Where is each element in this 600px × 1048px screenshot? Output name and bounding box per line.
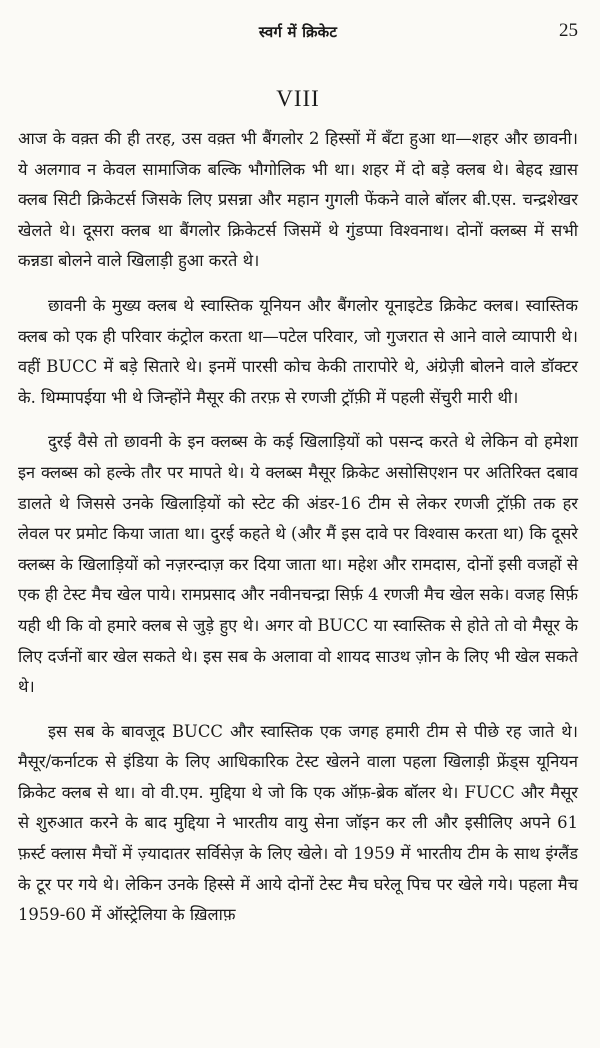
chapter-heading: VIII (276, 86, 320, 111)
page-number: 25 (559, 20, 578, 41)
running-header (18, 14, 578, 48)
running-title: स्वर्ग में क्रिकेट (258, 23, 338, 41)
paragraph-4: इस सब के बावजूद BUCC और स्वास्तिक एक जगह हमारी टीम से पीछे रह जाते थे। मैसूर/कर्नाटक से इंडिया के लिए आधिकारिक टेस्ट खेलने वाला पहला खिलाड़ी फ्रेंड्स यूनियन क्रिकेट क्लब से था। वो वी.एम. मुद्दिया थे जो कि एक ऑफ़-ब्रेक बॉलर थे। FUCC और मैसूर से शुरुआत करने के बाद मुद्दिया ने भारतीय वायु सेना जॉइन कर ली और इसीलिए अपने 61 फ़र्स्ट क्लास मैचों में ज़्यादातर सर्विसेज़ के लिए खेले। वो 1959 में भारतीय टीम के साथ इंग्लैंड के टूर पर गये थे। लेकिन उनके हिस्से में आये दोनों टेस्ट मैच घरेलू पिच पर खेले गये। पहला मैच 1959-60 में ऑस्ट्रेलिया के ख़िलाफ़ (18, 721, 578, 925)
paragraph-3: दुरई वैसे तो छावनी के इन क्लब्स के कई खिलाड़ियों को पसन्द करते थे लेकिन वो हमेशा इन क्लब्स को हल्के तौर पर मापते थे। ये क्लब्स मैसूर क्रिकेट असोसिएशन पर अतिरिक्त दबाव डालते थे जिससे उनके खिलाड़ियों को स्टेट की अंडर-16 टीम से लेकर रणजी ट्रॉफ़ी तक हर लेवल पर प्रमोट किया जाता था। दुरई कहते थे (और मैं इस दावे पर विश्वास करता था) कि दूसरे क्लब्स के खिलाड़ियों को नज़रन्दाज़ कर दिया जाता था। महेश और रामदास, दोनों इसी वजहों से एक ही टेस्ट मैच खेल पाये। रामप्रसाद और नवीनचन्द्रा सिर्फ़ 4 रणजी मैच खेल सके। वजह सिर्फ़ यही थी कि वो हमारे क्लब से जुड़े हुए थे। अगर वो BUCC या स्वास्तिक से होते तो वो मैसूर के लिए दर्जनों बार खेल सकते थे। इस सब के अलावा वो शायद साउथ ज़ोन के लिए भी खेल सकते थे। (18, 432, 578, 697)
body-text (18, 124, 578, 931)
paragraph-2: छावनी के मुख्य क्लब थे स्वास्तिक यूनियन और बैंगलोर यूनाइटेड क्रिकेट क्लब। स्वास्तिक क्लब को एक ही परिवार कंट्रोल करता था—पटेल परिवार, जो गुजरात से आने वाले व्यापारी थे। वहीं BUCC में बड़े सितारे थे। इनमें पारसी कोच केकी तारापोरे थे, अंग्रेज़ी बोलने वाले डॉक्टर के. थिम्मापईया भी थे जिन्होंने मैसूर की तरफ़ से रणजी ट्रॉफ़ी में पहली सेंचुरी मारी थी। (18, 295, 578, 407)
paragraph-1: आज के वक़्त की ही तरह, उस वक़्त भी बैंगलोर 2 हिस्सों में बँटा हुआ था—शहर और छावनी। ये अलगाव न केवल सामाजिक बल्कि भौगोलिक भी था। शहर में दो बड़े क्लब थे। बेहद ख़ास क्लब सिटी क्रिकेटर्स जिसके लिए प्रसन्ना और महान गुगली फेंकने वाले बॉलर बी.एस. चन्द्रशेखर खेलते थे। दूसरा क्लब था बैंगलोर क्रिकेटर्स जिसमें थे गुंडप्पा विश्वनाथ। दोनों क्लब्स में सभी कन्नडा बोलने वाले खिलाड़ी हुआ करते थे। (18, 129, 578, 271)
